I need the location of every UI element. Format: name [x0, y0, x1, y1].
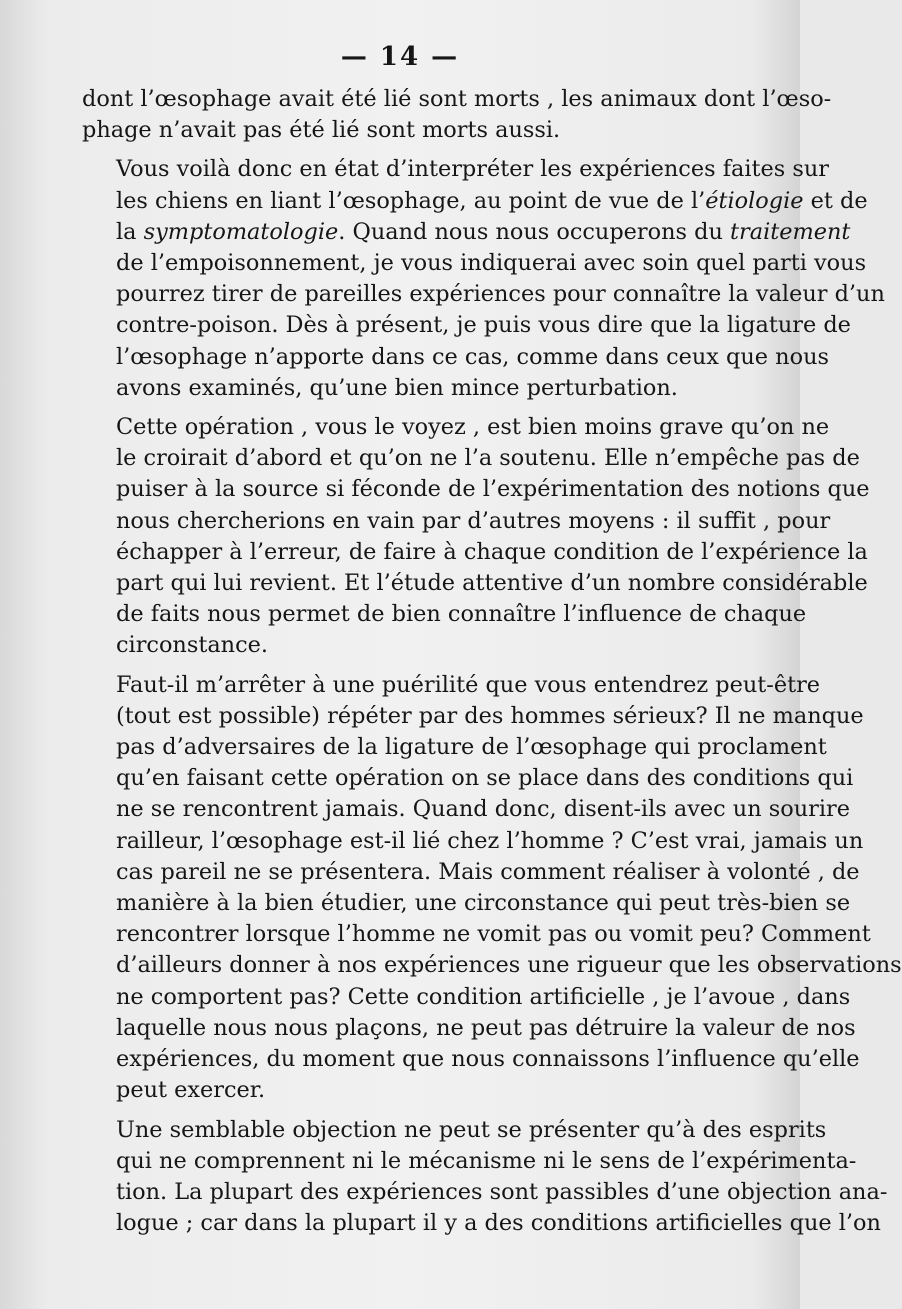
text-line: qui ne comprennent ni le mécanisme ni le sens de l’expérimenta-: [116, 1147, 857, 1174]
paragraph: [82, 412, 870, 662]
text-line: circonstance.: [116, 632, 269, 659]
text-line: manière à la bien étudier, une circonstance qui peut très-bien se: [116, 890, 851, 917]
text-line: contre-poison. Dès à présent, je puis vous dire que la ligature de: [116, 312, 851, 339]
text-line: qu’en faisant cette opération on se place dans des conditions qui: [116, 765, 854, 792]
text-line: les chiens en liant l’œsophage, au point de vue de l’étiologie et de: [116, 187, 868, 214]
text-line: railleur, l’œsophage est-il lié chez l’homme ? C’est vrai, jamais un: [116, 827, 864, 854]
text-line: expériences, du moment que nous connaissons l’influence qu’elle: [116, 1046, 860, 1073]
text-line: puiser à la source si féconde de l’expérimentation des notions que: [116, 476, 870, 503]
text-line: logue ; car dans la plupart il y a des conditions artificielles que l’on: [116, 1210, 881, 1237]
text-line: pas d’adversaires de la ligature de l’œsophage qui proclament: [116, 734, 827, 761]
text-line: pourrez tirer de pareilles expériences pour connaître la valeur d’un: [116, 281, 885, 308]
text-line: dont l’œsophage avait été lié sont morts , les animaux dont l’œso-: [82, 86, 832, 112]
paragraph: [82, 670, 902, 1107]
text-line: Faut-il m’arrêter à une puérilité que vous entendrez peut-être: [116, 671, 821, 698]
text-line: d’ailleurs donner à nos expériences une rigueur que les observations: [116, 952, 902, 979]
text-line: la symptomatologie. Quand nous nous occuperons du traitement: [116, 218, 851, 245]
text-line: échapper à l’erreur, de faire à chaque condition de l’expérience la: [116, 538, 868, 565]
italic-term: étiologie: [705, 187, 804, 214]
text-line: Vous voilà donc en état d’interpréter les expériences faites sur: [116, 156, 829, 183]
text-line: tion. La plupart des expériences sont passibles d’une objection ana-: [116, 1178, 888, 1205]
text-line: Une semblable objection ne peut se présenter qu’à des esprits: [116, 1116, 827, 1143]
text-line: de l’empoisonnement, je vous indiquerai avec soin quel parti vous: [116, 250, 867, 277]
text-line: laquelle nous nous plaçons, ne peut pas détruire la valeur de nos: [116, 1014, 856, 1041]
italic-term: traitement: [730, 218, 851, 245]
paragraph: [82, 154, 885, 404]
text-line: de faits nous permet de bien connaître l’influence de chaque: [116, 601, 807, 628]
text-line: rencontrer lorsque l’homme ne vomit pas ou vomit peu? Comment: [116, 921, 871, 948]
text-line: le croirait d’abord et qu’on ne l’a soutenu. Elle n’empêche pas de: [116, 445, 860, 472]
paragraph: [82, 1115, 888, 1240]
italic-term: symptomatologie: [143, 218, 339, 245]
page-number: — 14 —: [340, 42, 460, 72]
text-line: avons examinés, qu’une bien mince perturbation.: [116, 374, 678, 401]
text-line: Cette opération , vous le voyez , est bien moins grave qu’on ne: [116, 414, 830, 441]
text-line: cas pareil ne se présentera. Mais comment réaliser à volonté , de: [116, 858, 860, 885]
text-line: part qui lui revient. Et l’étude attentive d’un nombre considérable: [116, 570, 868, 597]
text-line: ne comportent pas? Cette condition artificielle , je l’avoue , dans: [116, 983, 851, 1010]
body-text: [82, 84, 902, 1247]
text-line: l’œsophage n’apporte dans ce cas, comme dans ceux que nous: [116, 343, 829, 370]
text-line: nous chercherions en vain par d’autres moyens : il suffit , pour: [116, 507, 831, 534]
text-line: ne se rencontrent jamais. Quand donc, disent-ils avec un sourire: [116, 796, 850, 823]
text-line: peut exercer.: [116, 1077, 266, 1104]
text-line: (tout est possible) répéter par des hommes sérieux? Il ne manque: [116, 702, 864, 729]
paragraph: [82, 84, 832, 146]
text-line: phage n’avait pas été lié sont morts aussi.: [82, 117, 561, 144]
